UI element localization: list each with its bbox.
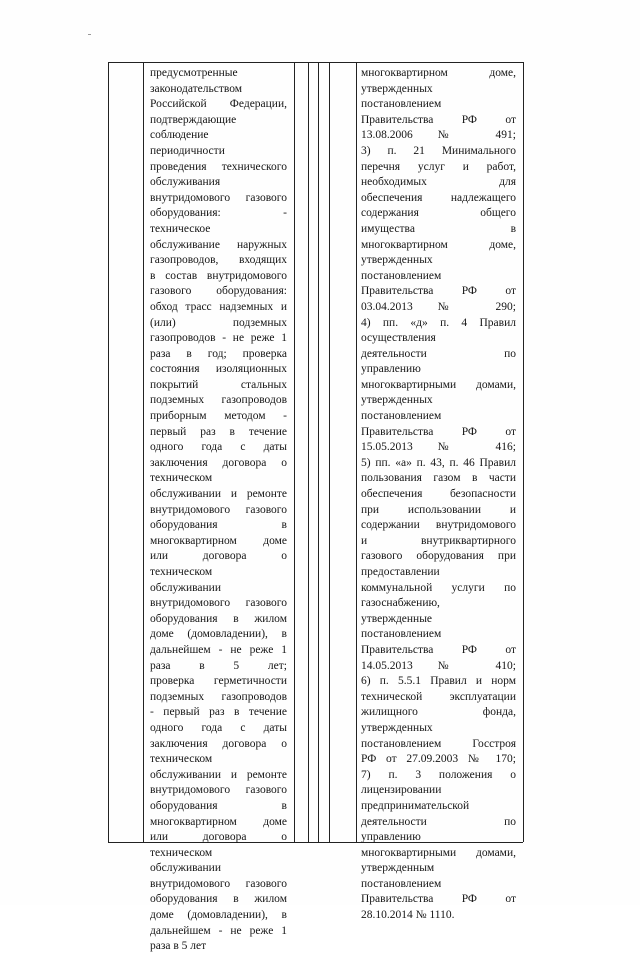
legal-basis-text-line: управлению [361, 363, 421, 376]
legal-basis-text-line: при использовании и [361, 503, 516, 516]
requirements-text-line: или договора о [150, 550, 287, 563]
legal-basis-text-line: деятельности по [361, 815, 516, 828]
requirements-text-line: раза в 5 лет; [150, 659, 287, 672]
requirements-text-line: заключения договора о [150, 456, 287, 469]
legal-basis-text-line: лицензировании [361, 784, 442, 797]
requirements-text-line: оборудования: - [150, 207, 287, 220]
legal-basis-text-line: 4) пп. «д» п. 4 Правил [361, 316, 516, 329]
requirements-text-line: оборудования в жилом [150, 612, 287, 625]
legal-basis-text-line: Правительства РФ от [361, 425, 516, 438]
requirements-text-line: периодичности [150, 144, 225, 157]
legal-basis-text-line: 15.05.2013 № 416; [361, 441, 516, 454]
table-top-border [108, 62, 523, 63]
legal-basis-text-line: имущества в [361, 222, 516, 235]
legal-basis-text-line: коммунальной услуги по [361, 581, 516, 594]
legal-basis-text-line: осуществления [361, 332, 436, 345]
legal-basis-text-line: 3) п. 21 Минимального [361, 144, 516, 157]
requirements-text-line: (или) подземных [150, 316, 287, 329]
requirements-text-line: доме (домовладении), в [150, 628, 287, 641]
requirements-text-line: обслуживании и ремонте [150, 488, 287, 501]
legal-basis-text-line: деятельности по [361, 347, 516, 360]
legal-basis-text-line: Правительства РФ от [361, 113, 516, 126]
requirements-text-line: техническое [150, 222, 211, 235]
legal-basis-text-line: многоквартирными домами, [361, 378, 516, 391]
legal-basis-text-line: предоставлении [361, 566, 440, 578]
legal-basis-text-line: постановлением [361, 628, 442, 641]
requirements-text-line: внутридомового газового [150, 784, 287, 797]
legal-basis-text-line: постановлением [361, 98, 442, 111]
legal-basis-text-line: 14.05.2013 № 410; [361, 659, 516, 672]
requirements-text-line: дальнейшем - не реже 1 [150, 643, 287, 656]
requirements-text-line: техническом [150, 566, 213, 578]
requirements-text-line: техническом [150, 846, 213, 859]
legal-basis-cell [361, 66, 516, 924]
table-col-border-5 [318, 62, 319, 842]
legal-basis-text-line: 7) п. 3 положения о [361, 768, 516, 781]
requirements-text-line: обслуживании и ремонте [150, 768, 287, 781]
legal-basis-text-line: многоквартирными домами, [361, 846, 516, 859]
requirements-text-line: оборудования в [150, 799, 287, 812]
requirements-text-line: техническом [150, 472, 213, 485]
requirements-text-line: обслуживании [150, 862, 221, 875]
requirements-text-line: внутридомового газового [150, 597, 287, 610]
requirements-text-line: - первый раз в течение [150, 706, 287, 719]
legal-basis-text-line: многоквартирном доме, [361, 238, 516, 251]
requirements-text-line: обслуживания [150, 176, 221, 189]
table-col-border-4 [308, 62, 309, 842]
requirements-text-line: предусмотренные [150, 67, 238, 79]
requirements-text-line: обслуживании [150, 581, 221, 594]
legal-basis-text-line: и внутриквартирного [361, 534, 516, 547]
legal-basis-text-line: пользования газом в части [361, 472, 516, 485]
requirements-text-line: газопроводов, входящих [150, 254, 287, 267]
requirements-text-line: раза в 5 лет [150, 940, 207, 953]
legal-basis-text-line: газового оборудования при [361, 550, 516, 563]
requirements-text-line: внутридомового газового [150, 503, 287, 516]
requirements-text-line: многоквартирном доме [150, 815, 287, 828]
requirements-cell [150, 66, 287, 955]
legal-basis-text-line: технической эксплуатации [361, 690, 516, 703]
table-col-border-3 [294, 62, 295, 842]
requirements-text-line: состояния изоляционных [150, 363, 287, 376]
requirements-text-line: многоквартирном доме [150, 534, 287, 547]
legal-basis-text-line: перечня услуг и работ, [361, 160, 516, 173]
legal-basis-text-line: 6) п. 5.5.1 Правил и норм [361, 675, 516, 688]
legal-basis-text-line: утвержденные [361, 612, 433, 625]
legal-basis-text-line: управлению [361, 831, 421, 844]
requirements-text-line: доме (домовладении), в [150, 909, 287, 922]
requirements-text-line: оборудования в жилом [150, 893, 287, 906]
requirements-text-line: в состав внутридомового [150, 269, 287, 282]
legal-basis-text-line: содержания общего [361, 207, 516, 220]
legal-basis-text-line: 5) пп. «а» п. 43, п. 46 Правил [361, 456, 516, 469]
requirements-text-line: обслуживание наружных [150, 238, 287, 251]
legal-basis-text-line: постановлением [361, 877, 442, 890]
requirements-text-line: законодательством [150, 82, 243, 95]
requirements-text-line: проверка герметичности [150, 675, 287, 688]
requirements-text-line: подземных газопроводов [150, 690, 287, 703]
requirements-text-line: или договора о [150, 831, 287, 844]
requirements-text-line: дальнейшем - не реже 1 [150, 924, 287, 937]
legal-basis-text-line: утвержденных [361, 721, 433, 734]
legal-basis-text-line: предпринимательской [361, 799, 470, 812]
legal-basis-text-line: постановлением Госстроя [361, 737, 516, 750]
requirements-text-line: подтверждающие [150, 113, 237, 126]
requirements-text-line: техническом [150, 753, 213, 766]
legal-basis-text-line: необходимых для [361, 176, 516, 189]
requirements-text-line: одного года с даты [150, 721, 287, 734]
legal-basis-text-line: 28.10.2014 № 1110. [361, 909, 455, 922]
legal-basis-text-line: Правительства РФ от [361, 643, 516, 656]
legal-basis-text-line: Правительства РФ от [361, 893, 516, 906]
table-col-border-8 [523, 62, 524, 842]
requirements-text-line: внутридомового газового [150, 191, 287, 204]
legal-basis-text-line: утвержденных [361, 254, 433, 267]
legal-basis-text-line: жилищного фонда, [361, 706, 516, 719]
requirements-text-line: раза в год; проверка [150, 347, 287, 360]
scan-speck [88, 34, 91, 35]
legal-basis-text-line: постановлением [361, 410, 442, 423]
table-col-border-2 [143, 62, 144, 842]
requirements-text-line: приборным методом - [150, 410, 287, 423]
table-col-border-7 [356, 62, 357, 842]
legal-basis-text-line: Правительства РФ от [361, 285, 516, 298]
requirements-text-line: внутридомового газового [150, 877, 287, 890]
requirements-text-line: соблюдение [150, 129, 209, 142]
legal-basis-text-line: обеспечения безопасности [361, 488, 516, 501]
requirements-text-line: Российской Федерации, [150, 98, 287, 111]
legal-basis-text-line: утвержденным [361, 862, 435, 875]
legal-basis-text-line: РФ от 27.09.2003 № 170; [361, 753, 516, 766]
requirements-text-line: проведения технического [150, 160, 287, 173]
legal-basis-text-line: 03.04.2013 № 290; [361, 300, 516, 313]
legal-basis-text-line: газоснабжению, [361, 597, 440, 610]
table-col-border-6 [329, 62, 330, 842]
table-col-border-1 [108, 62, 109, 842]
requirements-text-line: одного года с даты [150, 441, 287, 454]
legal-basis-text-line: обеспечения надлежащего [361, 191, 516, 204]
requirements-text-line: первый раз в течение [150, 425, 287, 438]
requirements-text-line: подземных газопроводов [150, 394, 287, 407]
requirements-text-line: заключения договора о [150, 737, 287, 750]
legal-basis-text-line: 13.08.2006 № 491; [361, 129, 516, 142]
requirements-text-line: газового оборудования: [150, 285, 287, 298]
requirements-text-line: обход трасс надземных и [150, 300, 287, 313]
legal-basis-text-line: многоквартирном доме, [361, 67, 516, 79]
legal-basis-text-line: утвержденных [361, 394, 433, 407]
legal-basis-text-line: утвержденных [361, 82, 433, 95]
requirements-text-line: покрытий стальных [150, 378, 287, 391]
requirements-text-line: оборудования в [150, 519, 287, 532]
legal-basis-text-line: содержании внутридомового [361, 519, 516, 532]
requirements-text-line: газопроводов - не реже 1 [150, 332, 287, 345]
legal-basis-text-line: постановлением [361, 269, 442, 282]
